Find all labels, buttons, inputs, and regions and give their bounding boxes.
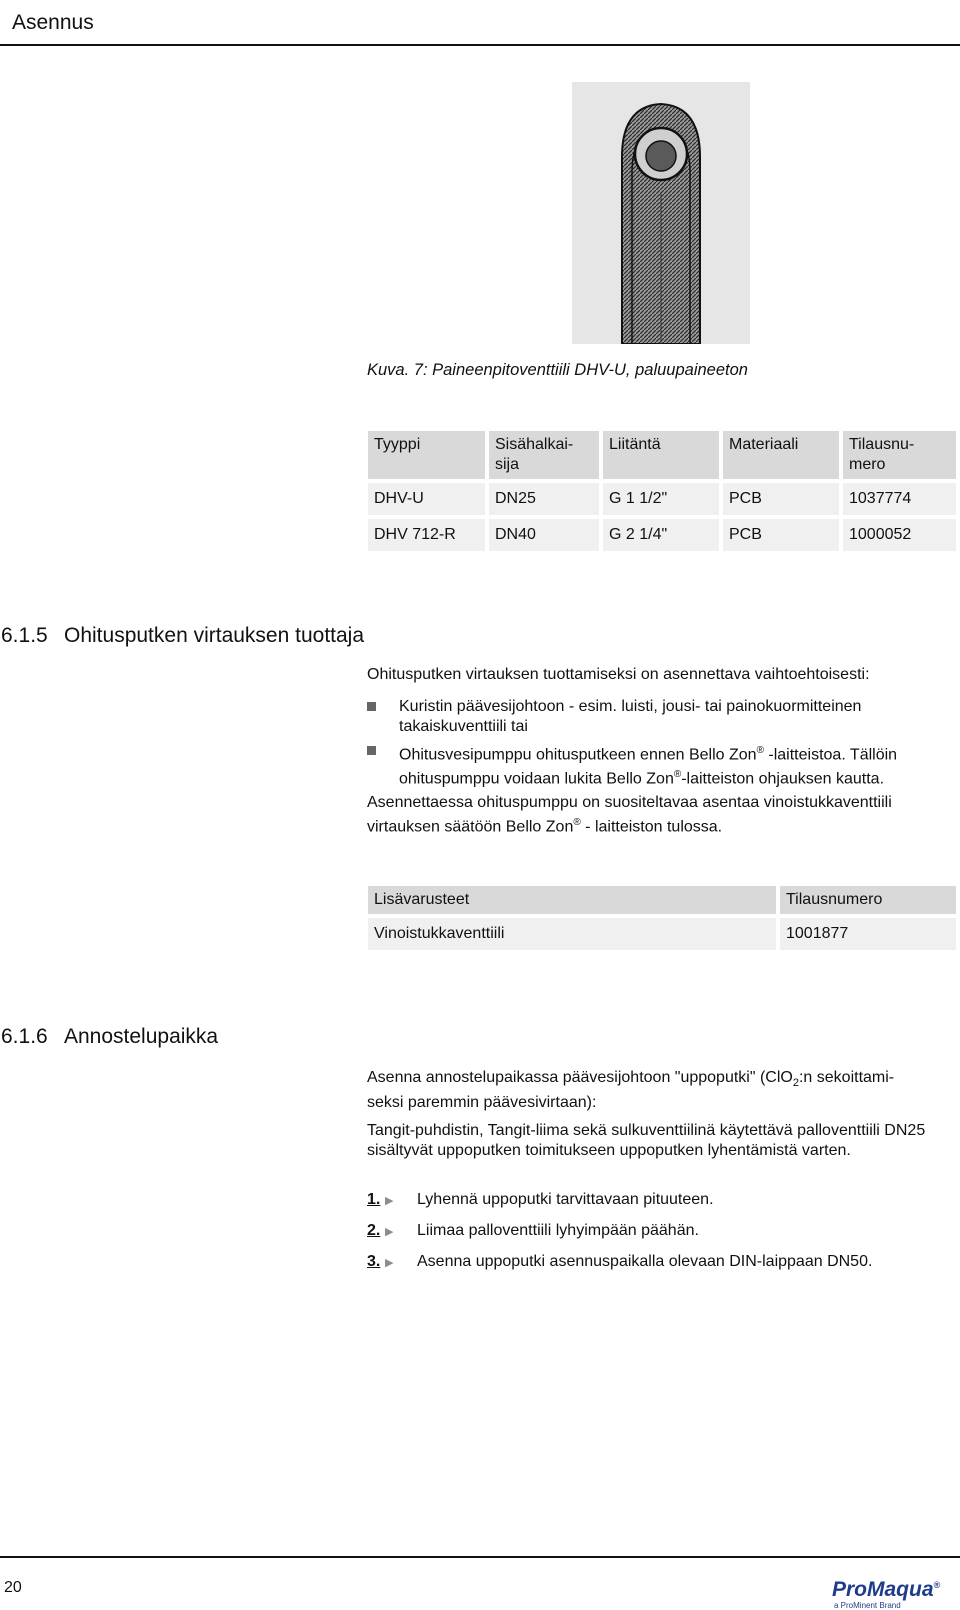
text-segment: Asennettaessa ohituspumppu on suositeltavaa asentaa vinoistukkaventtiili virtauksen säätöön Bello Zon xyxy=(367,794,892,836)
text-segment: Asenna annostelupaikassa päävesijohtoon "uppoputki" (ClO xyxy=(367,1069,793,1086)
step-number: 1. xyxy=(367,1191,381,1208)
col-header-order-number: Tilausnumero xyxy=(780,886,956,914)
bullet-square-icon xyxy=(367,746,376,755)
col-header-material: Materiaali xyxy=(723,431,839,479)
step-text: Asenna uppoputki asennuspaikalla olevaan DIN-laippaan DN50. xyxy=(417,1253,873,1270)
table-cell: PCB xyxy=(723,483,839,515)
table-cell: PCB xyxy=(723,519,839,551)
col-header-connection: Liitäntä xyxy=(603,431,719,479)
figure-caption: Kuva. 7: Paineenpitoventtiili DHV-U, paluupaineeton xyxy=(367,361,748,379)
text-segment: Ohitusvesipumppu ohitusputkeen ennen Bello Zon xyxy=(399,746,757,764)
col-header-order-number: Tilausnu- mero xyxy=(843,431,956,479)
text-segment: -laitteiston ohjauksen kautta. xyxy=(681,770,885,788)
section-number: 6.1.5 xyxy=(1,624,48,647)
accessory-table xyxy=(364,882,960,954)
text-segment: :n sekoittami- seksi paremmin päävesivirtaan): xyxy=(367,1069,895,1112)
page-header-title: Asennus xyxy=(12,11,94,34)
section-title: Ohitusputken virtauksen tuottaja xyxy=(64,624,365,647)
table-cell: G 2 1/4" xyxy=(603,519,719,551)
step-text: Liimaa palloventtiili lyhyimpään päähän. xyxy=(417,1222,699,1239)
list-item-text: Kuristin päävesijohtoon - esim. luisti, jousi- tai painokuormitteinen takaiskuventtiili tai xyxy=(399,698,862,735)
text-segment: -laitteistoa. Tällöin ohituspumppu voidaan lukita Bello Zon xyxy=(399,746,898,788)
section-heading-615 xyxy=(1,624,364,648)
table-row xyxy=(368,918,956,950)
registered-mark: ® xyxy=(573,817,581,828)
col-header-accessories: Lisävarusteet xyxy=(368,886,776,914)
list-item xyxy=(367,1252,872,1273)
section-title: Annostelupaikka xyxy=(64,1025,219,1048)
valve-drawing-icon xyxy=(572,82,750,344)
footer-divider xyxy=(0,1556,960,1558)
section-number: 6.1.6 xyxy=(1,1025,48,1048)
step-arrow-icon: ▶ xyxy=(385,1226,394,1238)
promaqua-logo xyxy=(832,1574,952,1608)
table-cell: DN40 xyxy=(489,519,599,551)
step-arrow-icon: ▶ xyxy=(385,1195,394,1207)
table-cell: G 1 1/2" xyxy=(603,483,719,515)
section-note xyxy=(367,793,957,837)
table-cell: 1001877 xyxy=(780,918,956,950)
step-number: 3. xyxy=(367,1253,381,1270)
table-header-row xyxy=(368,886,956,914)
table-row xyxy=(368,483,956,515)
table-header-row xyxy=(368,431,956,479)
table-cell: 1000052 xyxy=(843,519,956,551)
section-paragraph-1 xyxy=(367,1068,957,1113)
text-segment: - laitteiston tulossa. xyxy=(580,818,723,836)
logo-text: ProMaqua xyxy=(832,1578,934,1601)
registered-mark: ® xyxy=(756,745,764,756)
list-item xyxy=(367,741,957,790)
section-heading-616 xyxy=(1,1025,218,1049)
list-item-text xyxy=(399,741,957,790)
step-number: 2. xyxy=(367,1222,381,1239)
list-item xyxy=(367,697,957,737)
table-cell: DN25 xyxy=(489,483,599,515)
table-row xyxy=(368,519,956,551)
logo-subtitle: a ProMinent Brand xyxy=(834,1601,901,1610)
valve-table xyxy=(364,427,960,555)
bullet-square-icon xyxy=(367,702,376,711)
step-text: Lyhennä uppoputki tarvittavaan pituuteen. xyxy=(417,1191,714,1208)
header-divider xyxy=(0,44,960,46)
table-cell: DHV-U xyxy=(368,483,485,515)
registered-mark: ® xyxy=(933,1580,941,1590)
table-cell: Vinoistukkaventtiili xyxy=(368,918,776,950)
table-cell: DHV 712-R xyxy=(368,519,485,551)
subscript: 2 xyxy=(792,1077,799,1090)
list-item xyxy=(367,1221,699,1242)
step-arrow-icon: ▶ xyxy=(385,1257,394,1269)
section-paragraph-2: Tangit-puhdistin, Tangit-liima sekä sulkuventtiilinä käytettävä palloventtiili DN25 sisältyvät uppoputken toimitukseen uppoputken lyhentämistä varten. xyxy=(367,1122,926,1159)
table-cell: 1037774 xyxy=(843,483,956,515)
logo-wordmark xyxy=(832,1574,952,1601)
col-header-type: Tyyppi xyxy=(368,431,485,479)
page-number: 20 xyxy=(4,1579,22,1596)
list-item xyxy=(367,1190,714,1211)
col-header-inner-diameter: Sisähalkai- sija xyxy=(489,431,599,479)
valve-figure xyxy=(572,82,750,344)
registered-mark: ® xyxy=(673,769,682,781)
section-intro: Ohitusputken virtauksen tuottamiseksi on asennettava vaihtoehtoisesti: xyxy=(367,666,870,683)
